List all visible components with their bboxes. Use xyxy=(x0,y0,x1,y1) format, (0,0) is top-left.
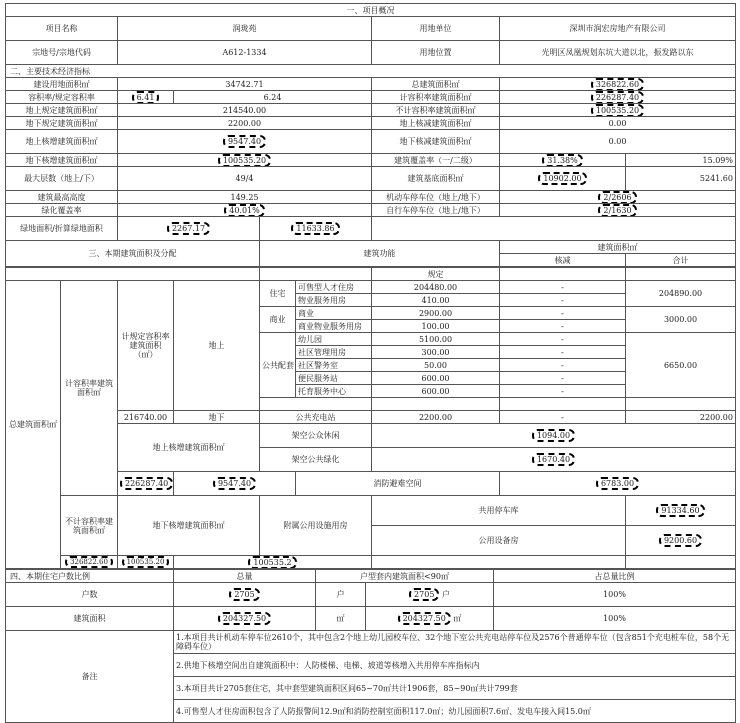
label: 用地位置 xyxy=(372,41,500,65)
value: - xyxy=(500,372,626,385)
household-table: 四、本期住宅户数比例 总量 户型套内建筑面积<90㎡ 占总量比例 户数 2705 户 2705 户 100% 建筑面积 204327.50 ㎡ 204327.50 ㎡ 100% 备注 1.本项目共计机动车停车位2610个，其中包含2个地上幼儿园校车位、32个地下室公共充电站停车位及2576个普通停车位（包含851个充电桩车位，58个无障碍车位） 2.供地下核增空间出自建筑面积中：人防楼梯、电梯、坡道等核增入共用停车库指标内 3.本项目共计2705套住宅，其中套型建筑面积区间65~70㎡共计1906套，85~90㎡共计799套 4.可售型人才住房面积包含了人防报警间12.9㎡和消防控制室面积117.0㎡；幼儿园面积7.6㎡、发电车接入间15.0㎡ xyxy=(5,569,736,723)
note: 1.本项目共计机动车停车位2610个，其中包含2个地上幼儿园校车位、32个地下室公共充电站停车位及2576个普通停车位（包含851个充电桩车位，58个无障碍车位） xyxy=(174,631,736,654)
item: 商业 xyxy=(296,307,372,320)
label: 附属公用设施用房 xyxy=(260,496,372,556)
value: 100535.20 xyxy=(500,104,736,117)
value: 3000.00 xyxy=(626,307,736,333)
value: - xyxy=(500,294,626,307)
value: 40.01% xyxy=(118,204,372,217)
header: 规定 xyxy=(372,268,500,281)
item: 可售型人才住房 xyxy=(296,281,372,294)
label: 建筑基底面积㎡ xyxy=(372,167,500,191)
value: A612-1334 xyxy=(118,41,372,65)
value: 2/2606 xyxy=(500,191,736,204)
value: 2267.17 xyxy=(118,217,260,241)
value: 216740.00 xyxy=(118,411,174,424)
header: 总量 xyxy=(174,570,316,583)
item: 幼儿园 xyxy=(296,333,372,346)
label: 不计容积率建筑面积㎡ xyxy=(372,104,500,117)
label: 地上规定建筑面积㎡ xyxy=(6,104,118,117)
label: 自行车停车位（地上/地下） xyxy=(372,204,500,217)
label: 商业 xyxy=(260,307,296,333)
note: 2.供地下核增空间出自建筑面积中：人防楼梯、电梯、坡道等核增入共用停车库指标内 xyxy=(174,654,736,677)
value: 100% xyxy=(494,583,736,607)
value: - xyxy=(500,333,626,346)
item: 社区管理用房 xyxy=(296,346,372,359)
value: 光明区凤凰规划东坑大道以北，振发路以东 xyxy=(500,41,736,65)
header: 合计 xyxy=(626,254,736,267)
value: 0.00 xyxy=(500,117,736,130)
label: 地上 xyxy=(174,281,260,411)
label: 备注 xyxy=(6,631,174,723)
item: 物业服务用房 xyxy=(296,294,372,307)
value: 226287.40 xyxy=(500,91,736,104)
label: 总建筑面积㎡ xyxy=(6,281,61,569)
item: 托育服务中心 xyxy=(296,385,372,398)
value: - xyxy=(500,346,626,359)
label: 公共配套 xyxy=(260,333,296,398)
value: - xyxy=(500,307,626,320)
note: 3.本项目共计2705套住宅，其中套型建筑面积区间65~70㎡共计1906套，85~90㎡共计799套 xyxy=(174,677,736,700)
value: 5241.60 xyxy=(626,167,736,191)
item: 架空公共绿化 xyxy=(260,448,372,472)
label: 地下 xyxy=(174,411,260,424)
label: 绿地面积/折算绿地面积 xyxy=(6,217,118,241)
header: 户型套内建筑面积<90㎡ xyxy=(316,570,494,583)
label: 建筑覆盖率（一/二级） xyxy=(372,154,500,167)
label: 地下规定建筑面积㎡ xyxy=(6,117,118,130)
label: 地上核减建筑面积㎡ xyxy=(372,117,500,130)
value: 11633.86 xyxy=(260,217,372,241)
value: 2900.00 xyxy=(372,307,500,320)
label: 计容积率建筑面积㎡ xyxy=(372,91,500,104)
label: 建筑面积 xyxy=(6,607,174,631)
value: - xyxy=(500,359,626,372)
header: 核减 xyxy=(500,254,626,267)
value: 600.00 xyxy=(372,372,500,385)
value: 2200.00 xyxy=(626,411,736,424)
label: 地下核增建筑面积㎡ xyxy=(6,154,118,167)
value: 2200.00 xyxy=(372,411,500,424)
value: 6.41 xyxy=(118,91,174,104)
value: 204480.00 xyxy=(372,281,500,294)
value: 600.00 xyxy=(372,385,500,398)
label: 地上核增建筑面积㎡ xyxy=(6,130,118,154)
section-title: 二、主要技术经济指标 xyxy=(6,65,736,78)
value: 9547.40 xyxy=(118,130,372,154)
value: 204890.00 xyxy=(626,281,736,307)
section-title: 一、项目概况 xyxy=(6,4,736,17)
indicator-table xyxy=(5,3,736,267)
label: 住宅 xyxy=(260,281,296,307)
label: 计容积率建筑面积㎡ xyxy=(61,281,118,496)
section-title: 三、本期建筑面积及分配 xyxy=(6,241,260,267)
value: 410.00 xyxy=(372,294,500,307)
header: 建筑功能 xyxy=(260,241,500,267)
area-table: 规定 总建筑面积㎡ 计容积率建筑面积㎡ 计规定容积率建筑面积（㎡） 地上 住宅 可售型人才住房 204480.00 - 204890.00 物业服务用房 410.00 - 商业 商业 2900.00 - 3000.00 商业物业服务用房 100.00 - 公共配套 幼儿园 5100.00 - 6650.00 社区管理用房 300.00 - 社区警务室 50.00 - 便民服务站 600.00 - 托育服务中心 600.00 - 216740.00 地下 公共充电站 2200.00 - 2200.00 地上核增建筑面积㎡ 架空公众休闲 1094.00 架空公共绿化 1670.40 226287.40 9547.40 消防避难空间 6783.00 不计容积率建筑面积㎡ 地下核增建筑面积㎡ 附属公用设施用房 共用停车库 91334.60 公用设备房 9200.60 326822.60 100535.20 100535.2 xyxy=(5,267,736,569)
label: 总建筑面积㎡ xyxy=(372,78,500,91)
header: 建筑面积㎡ xyxy=(500,241,736,254)
label: 宗地号/宗地代码 xyxy=(6,41,118,65)
value: 6650.00 xyxy=(626,333,736,398)
item: 消防避难空间 xyxy=(296,472,500,496)
value: 100535.20 xyxy=(118,154,372,167)
value: 0.00 xyxy=(500,130,736,154)
label: 机动车停车位（地上/地下） xyxy=(372,191,500,204)
item: 公共充电站 xyxy=(260,411,372,424)
value: 49/4 xyxy=(118,167,372,191)
item: 便民服务站 xyxy=(296,372,372,385)
label: 建设用地面积㎡ xyxy=(6,78,118,91)
label: 容积率/规定容积率 xyxy=(6,91,118,104)
value: 100.00 xyxy=(372,320,500,333)
item: 架空公众休闲 xyxy=(260,424,372,448)
value: - xyxy=(500,411,626,424)
value: 15.09% xyxy=(626,154,736,167)
value: 50.00 xyxy=(372,359,500,372)
value: 300.00 xyxy=(372,346,500,359)
value: 5100.00 xyxy=(372,333,500,346)
value: 10902.00 xyxy=(500,167,626,191)
value: - xyxy=(500,281,626,294)
value: - xyxy=(500,320,626,333)
value: 34742.71 xyxy=(118,78,372,91)
value: 润珑苑 xyxy=(118,17,372,41)
label: 地下核减建筑面积㎡ xyxy=(372,130,500,154)
item: 社区警务室 xyxy=(296,359,372,372)
value: 100% xyxy=(494,607,736,631)
label: 户数 xyxy=(6,583,174,607)
label: 建筑最高高度 xyxy=(6,191,118,204)
label: 用地单位 xyxy=(372,17,500,41)
label: 绿化覆盖率 xyxy=(6,204,118,217)
value: 深圳市润宏房地产有限公司 xyxy=(500,17,736,41)
label: 地上核增建筑面积㎡ xyxy=(118,424,260,472)
value: 214540.00 xyxy=(118,104,372,117)
label: 最大层数（地上/下） xyxy=(6,167,118,191)
section-title: 四、本期住宅户数比例 xyxy=(6,570,174,583)
header: 占总量比例 xyxy=(494,570,736,583)
label: 地下核增建筑面积㎡ xyxy=(118,496,260,556)
label: 计规定容积率建筑面积（㎡） xyxy=(118,281,174,411)
item: 公用设备房 xyxy=(372,526,626,556)
value: - xyxy=(500,385,626,398)
value: 326822.60 xyxy=(500,78,736,91)
value: 2/1630 xyxy=(500,204,736,217)
value: 2200.00 xyxy=(118,117,372,130)
value: 6.24 xyxy=(174,91,372,104)
item: 商业物业服务用房 xyxy=(296,320,372,333)
note: 4.可售型人才住房面积包含了人防报警间12.9㎡和消防控制室面积117.0㎡；幼儿园面积7.6㎡、发电车接入间15.0㎡ xyxy=(174,700,736,723)
item: 共用停车库 xyxy=(372,496,626,526)
label: 项目名称 xyxy=(6,17,118,41)
value: 149.25 xyxy=(118,191,372,204)
land-use-document xyxy=(5,3,735,723)
label: 不计容积率建筑面积㎡ xyxy=(61,496,118,556)
value: 31.38% xyxy=(500,154,626,167)
